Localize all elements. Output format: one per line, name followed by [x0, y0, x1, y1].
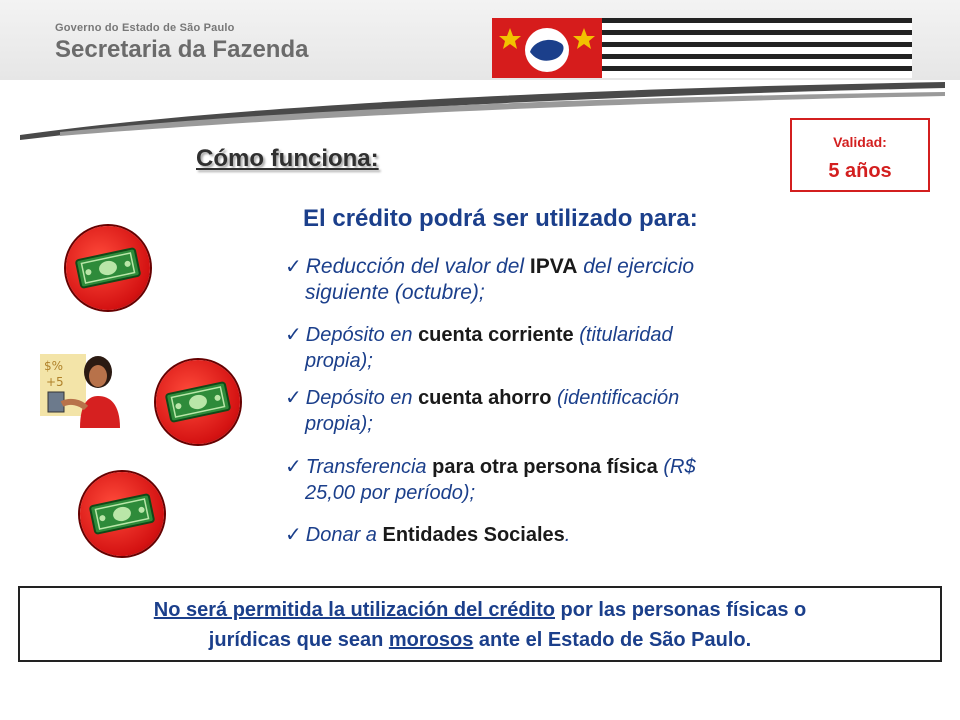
person-calculator-icon [40, 352, 124, 428]
bullet-ipva [285, 252, 694, 308]
money-bill-icon [80, 472, 164, 556]
bullet-text: Transferencia [305, 456, 433, 478]
bullet-text: (identificación [551, 387, 680, 409]
bullet-text: Depósito en [305, 387, 419, 409]
bullet-continuation: siguiente (octubre); [305, 281, 485, 304]
section-title: Cómo funciona: [196, 145, 379, 172]
validity-label: Validad: [833, 134, 887, 150]
validity-box [790, 118, 930, 192]
svg-text:+5: +5 [46, 375, 64, 389]
bullet-strong: cuenta ahorro [418, 387, 552, 409]
bullet-strong: para otra persona física [432, 456, 658, 478]
bullet-text: (titularidad [573, 324, 673, 346]
bullet-text: . [564, 524, 571, 546]
logo-line1: Governo do Estado de São Paulo [55, 22, 235, 34]
svg-text:$%: $% [44, 359, 64, 373]
logo-line2: Secretaria da Fazenda [55, 36, 309, 63]
notice-box [18, 586, 942, 662]
bullet-transferencia [285, 452, 696, 508]
bullet-strong: cuenta corriente [418, 324, 574, 346]
bullet-continuation: propia); [305, 350, 373, 372]
bullet-text: Depósito en [305, 324, 419, 346]
validity-value: 5 años [828, 160, 892, 182]
notice-underline: morosos [388, 629, 474, 651]
money-bill-icon [66, 226, 150, 310]
bullet-continuation: propia); [305, 413, 373, 435]
money-bill-icon [156, 360, 240, 444]
main-heading: El crédito podrá ser utilizado para: [303, 205, 698, 232]
bullet-strong: IPVA [529, 255, 578, 278]
bullet-text: Donar a [305, 524, 383, 546]
notice-underline: No será permitida la utilización del crédito [153, 599, 555, 621]
check-icon: ✓ [285, 256, 302, 278]
bullet-cuenta-ahorro [285, 383, 679, 439]
bullet-text: del ejercicio [577, 255, 695, 278]
notice-text: ante el Estado de São Paulo. [473, 629, 752, 651]
bullet-continuation: 25,00 por período); [305, 482, 476, 504]
notice-text: por las personas físicas o [555, 599, 807, 621]
bullet-donar [285, 520, 570, 550]
check-icon: ✓ [285, 387, 302, 409]
notice-text: jurídicas que sean [208, 629, 389, 651]
sao-paulo-flag-icon [492, 18, 912, 78]
bullet-text: (R$ [657, 456, 696, 478]
bullet-strong: Entidades Sociales [382, 524, 565, 546]
bullet-text: Reducción del valor del [305, 255, 530, 278]
check-icon: ✓ [285, 456, 302, 478]
bullet-cuenta-corriente [285, 320, 673, 376]
check-icon: ✓ [285, 524, 302, 546]
check-icon: ✓ [285, 324, 302, 346]
logo [55, 22, 308, 64]
